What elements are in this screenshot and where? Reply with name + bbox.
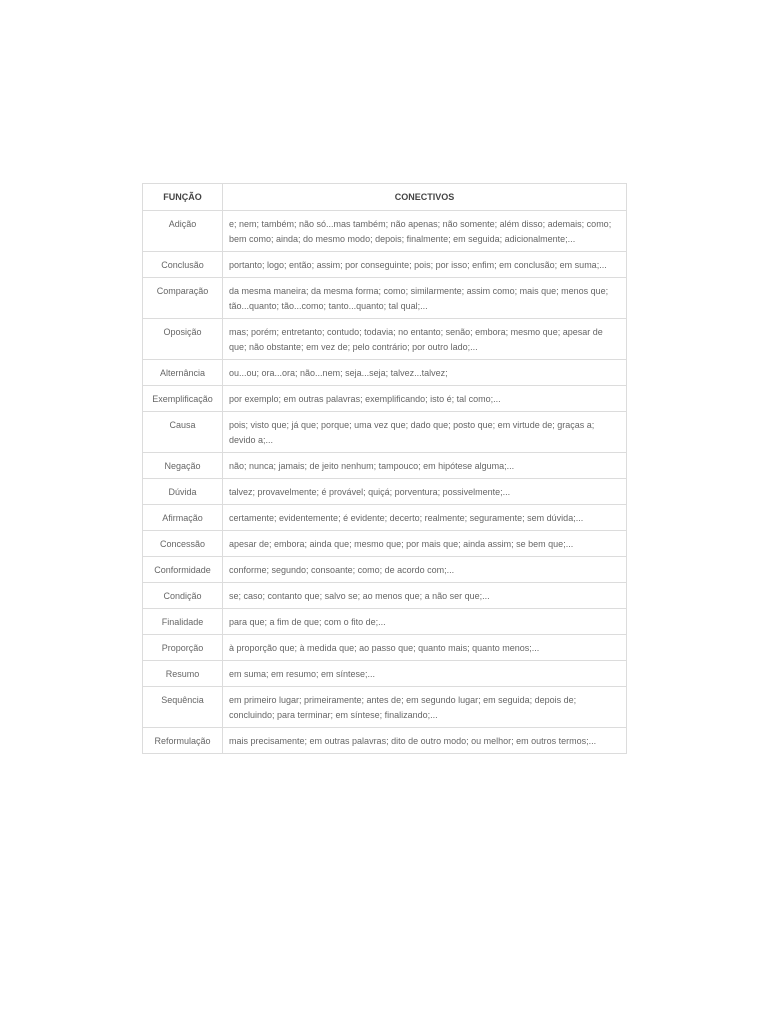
conectivos-cell: apesar de; embora; ainda que; mesmo que; por mais que; ainda assim; se bem que;...: [223, 531, 627, 557]
table-row: [143, 360, 627, 386]
conectivos-cell: da mesma maneira; da mesma forma; como; similarmente; assim como; mais que; menos que; tão...quanto; tão...como; tanto...quanto; tal qual;...: [223, 278, 627, 319]
funcao-cell: Conformidade: [143, 557, 223, 583]
funcao-cell: Finalidade: [143, 609, 223, 635]
funcao-cell: Concessão: [143, 531, 223, 557]
conectivos-cell: à proporção que; à medida que; ao passo que; quanto mais; quanto menos;...: [223, 635, 627, 661]
conectivos-cell: por exemplo; em outras palavras; exemplificando; isto é; tal como;...: [223, 386, 627, 412]
table-row: [143, 531, 627, 557]
conectivos-cell: mais precisamente; em outras palavras; dito de outro modo; ou melhor; em outros termos;...: [223, 728, 627, 754]
connectives-table: [142, 183, 627, 754]
header-conectivos: CONECTIVOS: [223, 184, 627, 211]
funcao-cell: Oposição: [143, 319, 223, 360]
table-row: [143, 252, 627, 278]
conectivos-cell: pois; visto que; já que; porque; uma vez que; dado que; posto que; em virtude de; graças a; devido a;...: [223, 412, 627, 453]
funcao-cell: Reformulação: [143, 728, 223, 754]
table-row: [143, 728, 627, 754]
conectivos-cell: ou...ou; ora...ora; não...nem; seja...seja; talvez...talvez;: [223, 360, 627, 386]
table-row: [143, 412, 627, 453]
table-row: [143, 386, 627, 412]
funcao-cell: Conclusão: [143, 252, 223, 278]
funcao-cell: Proporção: [143, 635, 223, 661]
funcao-cell: Resumo: [143, 661, 223, 687]
funcao-cell: Dúvida: [143, 479, 223, 505]
funcao-cell: Exemplificação: [143, 386, 223, 412]
table-row: [143, 687, 627, 728]
table-row: [143, 609, 627, 635]
funcao-cell: Causa: [143, 412, 223, 453]
funcao-cell: Condição: [143, 583, 223, 609]
table-row: [143, 557, 627, 583]
conectivos-cell: se; caso; contanto que; salvo se; ao menos que; a não ser que;...: [223, 583, 627, 609]
conectivos-cell: mas; porém; entretanto; contudo; todavia; no entanto; senão; embora; mesmo que; apesar de que; não obstante; em vez de; pelo contrário; por outro lado;...: [223, 319, 627, 360]
funcao-cell: Sequência: [143, 687, 223, 728]
table-row: [143, 505, 627, 531]
funcao-cell: Adição: [143, 211, 223, 252]
funcao-cell: Afirmação: [143, 505, 223, 531]
table-row: [143, 583, 627, 609]
header-funcao: FUNÇÃO: [143, 184, 223, 211]
conectivos-cell: talvez; provavelmente; é provável; quiçá; porventura; possivelmente;...: [223, 479, 627, 505]
table-row: [143, 453, 627, 479]
conectivos-cell: portanto; logo; então; assim; por conseguinte; pois; por isso; enfim; em conclusão; em suma;...: [223, 252, 627, 278]
funcao-cell: Negação: [143, 453, 223, 479]
table-row: [143, 635, 627, 661]
table-row: [143, 319, 627, 360]
conectivos-cell: e; nem; também; não só...mas também; não apenas; não somente; além disso; ademais; como; bem como; ainda; do mesmo modo; depois; finalmente; em seguida; adicionalmente;...: [223, 211, 627, 252]
table-row: [143, 661, 627, 687]
funcao-cell: Alternância: [143, 360, 223, 386]
conectivos-cell: certamente; evidentemente; é evidente; decerto; realmente; seguramente; sem dúvida;...: [223, 505, 627, 531]
conectivos-cell: conforme; segundo; consoante; como; de acordo com;...: [223, 557, 627, 583]
table-row: [143, 211, 627, 252]
conectivos-cell: não; nunca; jamais; de jeito nenhum; tampouco; em hipótese alguma;...: [223, 453, 627, 479]
table-row: [143, 278, 627, 319]
conectivos-cell: em primeiro lugar; primeiramente; antes de; em segundo lugar; em seguida; depois de; concluindo; para terminar; em síntese; finalizando;...: [223, 687, 627, 728]
table-row: [143, 479, 627, 505]
conectivos-cell: em suma; em resumo; em síntese;...: [223, 661, 627, 687]
conectivos-cell: para que; a fim de que; com o fito de;...: [223, 609, 627, 635]
funcao-cell: Comparação: [143, 278, 223, 319]
table-header-row: [143, 184, 627, 211]
